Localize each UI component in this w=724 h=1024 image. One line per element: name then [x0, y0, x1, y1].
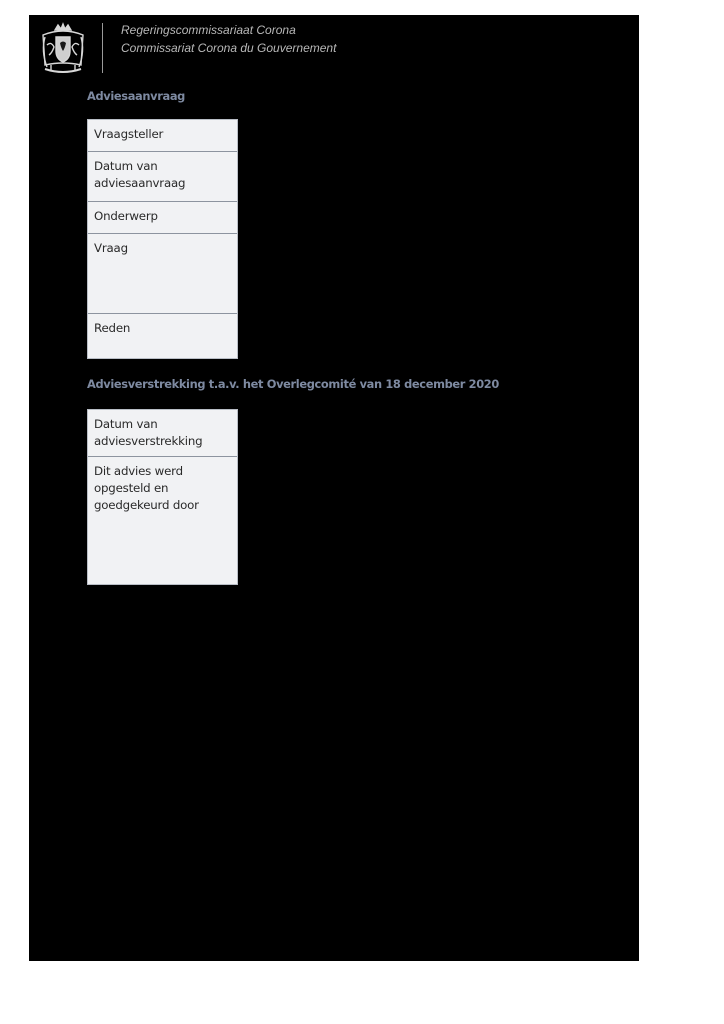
row-label-opgesteld-door: Dit advies werd opgesteld en goedgekeurd door: [94, 464, 199, 512]
table-row: [88, 120, 237, 152]
table-row: [88, 202, 237, 234]
table-row: [88, 314, 237, 358]
belgian-coat-of-arms-icon: [37, 21, 89, 77]
section-title-adviesverstrekking: Adviesverstrekking t.a.v. het Overlegcomité van 18 december 2020: [87, 377, 499, 391]
row-label-onderwerp: Onderwerp: [94, 209, 158, 223]
organization-name-dutch: Regeringscommissariaat Corona: [121, 23, 296, 37]
section-title-adviesaanvraag: Adviesaanvraag: [87, 89, 185, 103]
table-row: [88, 152, 237, 202]
header-divider: [102, 23, 103, 73]
table-row: [88, 410, 237, 457]
row-label-datum-adviesverstrekking: Datum van adviesverstrekking: [94, 417, 203, 448]
row-label-vraag: Vraag: [94, 241, 128, 255]
row-label-reden: Reden: [94, 321, 131, 335]
adviesverstrekking-table: [87, 409, 238, 585]
document-page: [29, 15, 639, 961]
table-row: [88, 457, 237, 584]
organization-name-french: Commissariat Corona du Gouvernement: [121, 41, 337, 55]
table-row: [88, 234, 237, 314]
row-label-datum-adviesaanvraag: Datum van adviesaanvraag: [94, 159, 186, 190]
adviesaanvraag-table: [87, 119, 238, 359]
row-label-vraagsteller: Vraagsteller: [94, 127, 164, 141]
